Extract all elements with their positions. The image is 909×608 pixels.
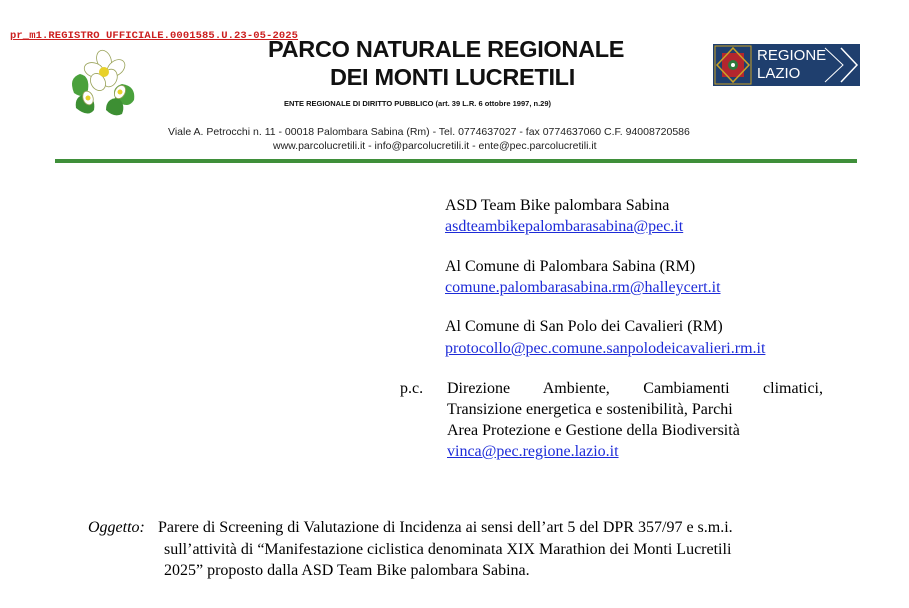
contacts-line: www.parcolucretili.it - info@parcolucretili.it - ente@pec.parcolucretili.it [273, 140, 597, 152]
pc-label: p.c. [400, 380, 424, 397]
subject-line: sull’attività di “Manifestazione ciclistica denominata XIX Marathion dei Monti Lucretili [164, 541, 732, 558]
park-flower-logo [66, 38, 142, 118]
recipient-email-link[interactable]: asdteambikepalombarasabina@pec.it [445, 218, 684, 235]
recipient-email-link[interactable]: protocollo@pec.comune.sanpolodeicavalieri.rm.it [445, 340, 766, 357]
recipient-email-link[interactable]: comune.palombarasabina.rm@halleycert.it [445, 279, 721, 296]
subject-label: Oggetto: [88, 519, 145, 536]
header-divider [55, 159, 857, 163]
pc-line: Area Protezione e Gestione della Biodiversità [447, 422, 740, 439]
recipient-name: ASD Team Bike palombara Sabina [445, 197, 670, 214]
entity-subtitle: ENTE REGIONALE DI DIRITTO PUBBLICO (art. 39 L.R. 6 ottobre 1997, n.29) [284, 99, 551, 108]
pc-email-link[interactable]: vinca@pec.regione.lazio.it [447, 443, 619, 460]
lazio-label: LAZIO [757, 65, 801, 82]
pc-line: Transizione energetica e sostenibilità, Parchi [447, 401, 733, 418]
pc-line: Direzione Ambiente, Cambiamenti climatici, [447, 380, 823, 397]
park-title-line2: DEI MONTI LUCRETILI [330, 64, 575, 90]
regione-lazio-logo [713, 44, 860, 86]
subject-line: 2025” proposto dalla ASD Team Bike palombara Sabina. [164, 562, 530, 579]
recipient-name: Al Comune di Palombara Sabina (RM) [445, 258, 696, 275]
recipient-name: Al Comune di San Polo dei Cavalieri (RM) [445, 318, 723, 335]
regione-label: REGIONE [757, 47, 827, 64]
protocol-stamp: pr_m1.REGISTRO UFFICIALE.0001585.U.23-05-2025 [10, 30, 299, 42]
address-line: Viale A. Petrocchi n. 11 - 00018 Palombara Sabina (Rm) - Tel. 0774637027 - fax 0774637060 C.F. 94008720586 [168, 126, 690, 138]
park-title-line1: PARCO NATURALE REGIONALE [268, 36, 625, 62]
subject-line: Parere di Screening di Valutazione di Incidenza ai sensi dell’art 5 del DPR 357/97 e s.m.i. [158, 519, 733, 536]
